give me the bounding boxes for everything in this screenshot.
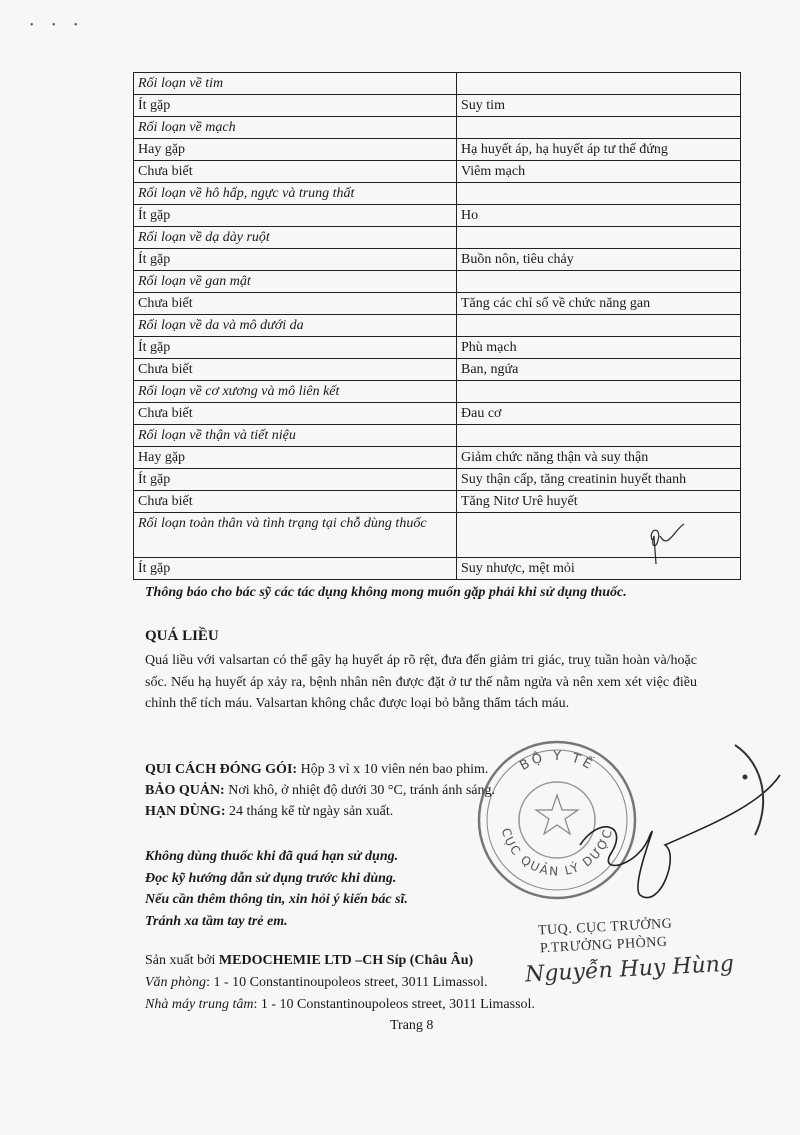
cell-frequency: Chưa biết	[134, 293, 457, 315]
cell-frequency: Rối loạn về mạch	[134, 117, 457, 139]
cell-effect: Ho	[457, 205, 741, 227]
cell-effect	[457, 425, 741, 447]
page-number: Trang 8	[390, 1018, 434, 1033]
warning-line: Đọc kỹ hướng dẫn sử dụng trước khi dùng.	[145, 870, 397, 886]
office-address	[145, 972, 487, 993]
signer-name: Nguyễn Huy Hùng	[524, 951, 735, 988]
category-row	[134, 183, 741, 205]
manufacturer-line	[145, 950, 473, 971]
cell-frequency: Rối loạn toàn thân và tình trạng tại chỗ dùng thuốc	[134, 513, 457, 558]
cell-frequency: Ít gặp	[134, 205, 457, 227]
expiry-label: HẠN DÙNG:	[145, 804, 226, 819]
cell-frequency: Rối loạn về gan mật	[134, 271, 457, 293]
office-label: Văn phòng	[145, 975, 207, 990]
table-row	[134, 161, 741, 183]
expiry-line	[145, 802, 393, 822]
cell-frequency: Chưa biết	[134, 359, 457, 381]
cell-frequency: Ít gặp	[134, 95, 457, 117]
category-row	[134, 227, 741, 249]
expiry-value: 24 tháng kể từ ngày sản xuất.	[225, 804, 394, 819]
cell-frequency: Rối loạn về tim	[134, 73, 457, 95]
storage-label: BẢO QUẢN:	[145, 783, 225, 798]
manufacturer-prefix: Sản xuất bởi	[145, 953, 219, 968]
cell-effect: Tăng các chỉ số về chức năng gan	[457, 293, 741, 315]
warnings-block	[145, 846, 408, 932]
cell-frequency: Chưa biết	[134, 491, 457, 513]
cell-effect: Viêm mạch	[457, 161, 741, 183]
cell-frequency: Chưa biết	[134, 403, 457, 425]
cell-frequency: Hay gặp	[134, 447, 457, 469]
cell-effect: Hạ huyết áp, hạ huyết áp tư thế đứng	[457, 139, 741, 161]
category-row	[134, 117, 741, 139]
cell-effect: Ban, ngứa	[457, 359, 741, 381]
cell-frequency: Ít gặp	[134, 337, 457, 359]
cell-frequency: Rối loạn về thận và tiết niệu	[134, 425, 457, 447]
table-row	[134, 359, 741, 381]
office-value: : 1 - 10 Constantinoupoleos street, 3011 Limassol.	[206, 975, 488, 990]
cell-frequency: Ít gặp	[134, 558, 457, 580]
cell-frequency: Rối loạn về da và mô dưới da	[134, 315, 457, 337]
cell-effect	[457, 73, 741, 95]
overdose-text: Quá liều với valsartan có thể gây hạ huyết áp rõ rệt, đưa đến giảm tri giác, truỵ tuần hoàn và/hoặc sốc. Nếu hạ huyết áp xảy ra, bệnh nhân nên được đặt ở tư thế nằm ngửa và nên xem xét việc điều chỉnh thể tích máu. Valsartan không chắc được loại bỏ bằng thẩm tách máu.	[145, 653, 697, 711]
cell-frequency: Rối loạn về cơ xương và mô liên kết	[134, 381, 457, 403]
cell-frequency: Ít gặp	[134, 249, 457, 271]
cell-effect: Giảm chức năng thận và suy thận	[457, 447, 741, 469]
cell-effect	[457, 227, 741, 249]
cell-frequency: Chưa biết	[134, 161, 457, 183]
packaging-line	[145, 760, 488, 780]
storage-value: Nơi khô, ở nhiệt độ dưới 30 °C, tránh ánh sáng.	[224, 783, 495, 798]
table-row	[134, 95, 741, 117]
cell-effect	[457, 183, 741, 205]
warning-line: Không dùng thuốc khi đã quá hạn sử dụng.	[145, 849, 399, 864]
svg-text:CỤC QUẢN LÝ DƯỢC: CỤC QUẢN LÝ DƯỢC	[498, 826, 616, 879]
table-row	[134, 469, 741, 491]
report-note: Thông báo cho bác sỹ các tác dụng không mong muốn gặp phải khi sử dụng thuốc.	[145, 585, 627, 600]
packaging-label: QUI CÁCH ĐÓNG GÓI:	[145, 762, 298, 777]
factory-value: : 1 - 10 Constantinoupoleos street, 3011 Limassol.	[253, 997, 535, 1012]
svg-text:BỘ Y TẾ: BỘ Y TẾ	[517, 748, 597, 774]
table-row	[134, 403, 741, 425]
category-row	[134, 381, 741, 403]
table-row	[134, 205, 741, 227]
initial-mark	[638, 520, 708, 570]
category-row	[134, 73, 741, 95]
warning-line: Nếu cần thêm thông tin, xin hỏi ý kiến bác sĩ.	[145, 892, 408, 907]
factory-address	[145, 994, 535, 1015]
cell-effect: Phù mạch	[457, 337, 741, 359]
cell-frequency: Ít gặp	[134, 469, 457, 491]
manufacturer-name: MEDOCHEMIE LTD –CH Síp (Châu Âu)	[218, 953, 474, 968]
side-effects-table	[133, 72, 741, 580]
cell-effect: Suy nhược, mệt mỏi	[457, 558, 741, 580]
overdose-heading: QUÁ LIỀU	[145, 628, 219, 644]
warning-line: Tránh xa tầm tay trẻ em.	[145, 913, 288, 929]
cell-effect	[457, 117, 741, 139]
cell-frequency: Rối loạn về dạ dày ruột	[134, 227, 457, 249]
scan-marks: • • •	[30, 20, 86, 31]
table-row	[134, 249, 741, 271]
signer-title-2: P.TRƯỞNG PHÒNG	[539, 934, 668, 957]
cell-effect: Suy thận cấp, tăng creatinin huyết thanh	[457, 469, 741, 491]
category-row	[134, 315, 741, 337]
signature-scribble	[570, 735, 800, 935]
cell-effect: Đau cơ	[457, 403, 741, 425]
table-row	[134, 337, 741, 359]
storage-line	[145, 781, 495, 801]
table-row	[134, 447, 741, 469]
cell-effect	[457, 381, 741, 403]
cell-effect	[457, 315, 741, 337]
cell-effect: Buồn nôn, tiêu chảy	[457, 249, 741, 271]
cell-effect: Tăng Nitơ Urê huyết	[457, 491, 741, 513]
signer-title-1: TUQ. CỤC TRƯỞNG	[537, 916, 673, 939]
packaging-value: Hộp 3 vỉ x 10 viên nén bao phim.	[297, 762, 489, 777]
cell-effect	[457, 271, 741, 293]
cell-frequency: Rối loạn về hô hấp, ngực và trung thất	[134, 183, 457, 205]
cell-frequency: Hay gặp	[134, 139, 457, 161]
table-row	[134, 139, 741, 161]
cell-effect: Suy tim	[457, 95, 741, 117]
table-row	[134, 491, 741, 513]
table-row	[134, 293, 741, 315]
category-row	[134, 271, 741, 293]
factory-label: Nhà máy trung tâm	[145, 997, 254, 1012]
category-row	[134, 425, 741, 447]
